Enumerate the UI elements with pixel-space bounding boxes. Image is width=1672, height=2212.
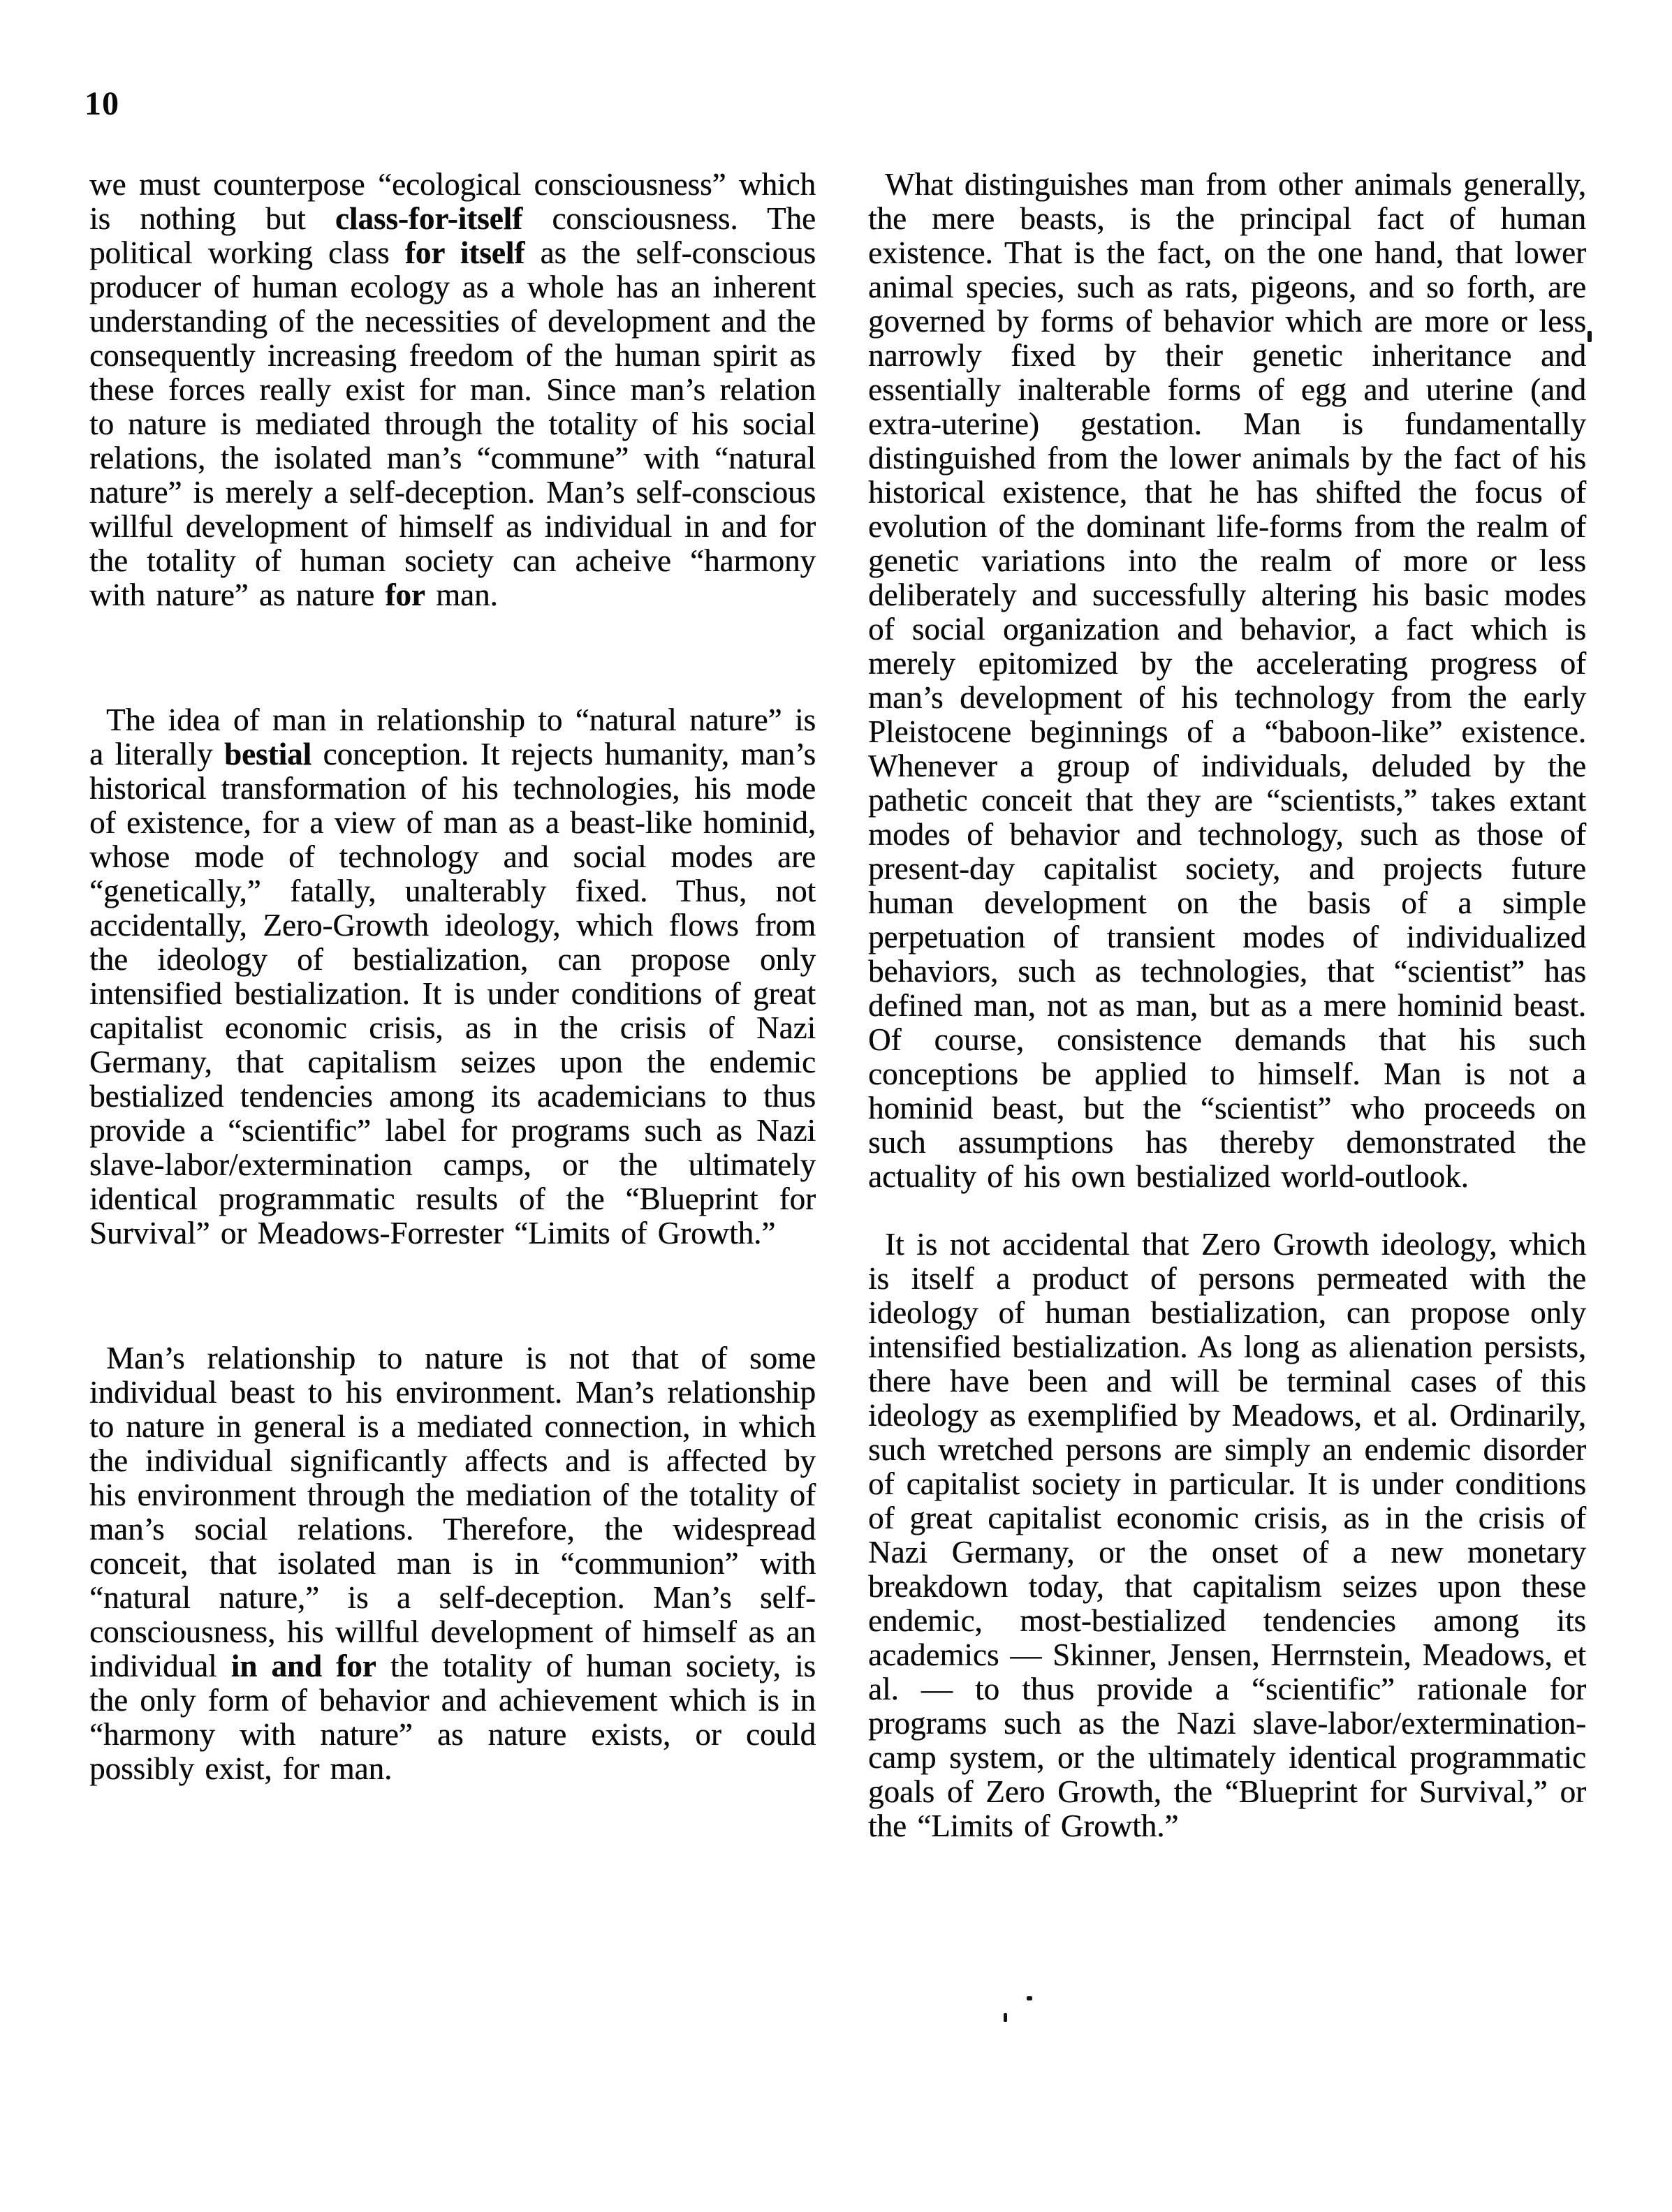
text-run: What distinguishes man from other animals generally, the mere beasts, is the principal fact of human existence. That is the fact, on the one hand, that lower animal species, such as rats, pigeons, and so forth, are governed by forms of behavior which are more or less narrowly fixed by their genetic inheritance and essentially inalterable forms of egg and uterine (and extra-uterine) gestation. Man is fundamentally distinguished from the lower animals by the fact of his historical existence, that he has shifted the focus of evolution of the dominant life-forms from the realm of genetic variations into the realm of more or less deliberately and successfully altering his basic modes of social organization and behavior, a fact which is merely epitomized by the accelerating progress of man’s development of his technology from the early Pleistocene beginnings of a “baboon-like” existence. Whenever a group of individuals, deluded by the pathetic conceit that they are “scientists,” takes extant modes of behavior and technology, such as those of present-day capitalist society, and projects future human development on the basis of a simple perpetuation of transient modes of individualized behaviors, such as technologies, that “scientist” has defined man, not as man, but as a mere hominid beast. Of course, consistence demands that his such conceptions be applied to himself. Man is not a hominid beast, but the “scientist” who proceeds on such assumptions has thereby demonstrated the actuality of his own bestialized world-outlook. xyxy=(868,167,1586,1194)
ink-speck xyxy=(1004,2013,1007,2022)
text-run: The idea of man in relationship to “natural nature” is a literally xyxy=(89,702,816,772)
text-run: Man’s relationship to nature is not that of some individual beast to his environment. Man’s relationship to nature in general is a mediated connection, in which the individual significantly affects and is affected by his environment through the mediation of the totality of man’s social relations. Therefore, the widespread conceit, that isolated man is in “communion” with “natural nature,” is a self-deception. Man’s self-consciousness, his willful development of himself as an individual xyxy=(89,1341,816,1683)
bold-text-run: in and for xyxy=(230,1649,376,1683)
bold-text-run: for itself xyxy=(404,235,525,270)
bold-text-run: for xyxy=(385,577,425,612)
text-run: we must counterpose “ecological consciousness” which is nothing but xyxy=(89,167,816,236)
paragraph xyxy=(89,703,816,1251)
text-run: as the self-conscious producer of human ecology as a whole has an inherent understanding of the necessities of development and the consequently increasing freedom of the human spirit as these forces really exist for man. Since man’s relation to nature is mediated through the totality of his social relations, the isolated man’s “commune” with “natural nature” is merely a self-deception. Man’s self-conscious willful development of himself as individual in and for the totality of human society can acheive “harmony with nature” as nature xyxy=(89,235,816,612)
paragraph xyxy=(868,168,1586,1194)
bold-text-run: bestial xyxy=(223,737,311,772)
page-number: 10 xyxy=(85,85,119,122)
ink-speck xyxy=(1587,331,1592,342)
paragraph xyxy=(868,1227,1586,1843)
paragraph xyxy=(89,1341,816,1786)
text-run: It is not accidental that Zero Growth ideology, which is itself a product of persons permeated with the ideology of human bestialization, can propose only intensified bestialization. As long as alienation persists, there have been and will be terminal cases of this ideology as exemplified by Meadows, et al. Ordinarily, such wretched persons are simply an endemic disorder of capitalist society in particular. It is under conditions of great capitalist economic crisis, as in the crisis of Nazi Germany, or the onset of a new monetary breakdown today, that capitalism seizes upon these endemic, most-bestialized tendencies among its academics — Skinner, Jensen, Herrnstein, Meadows, et al. — to thus provide a “scientific” rationale for programs such as the Nazi slave-labor/extermination-camp system, or the ultimately identical programmatic goals of Zero Growth, the “Blueprint for Survival,” or the “Limits of Growth.” xyxy=(868,1227,1586,1843)
text-run: man. xyxy=(425,577,498,612)
ink-speck xyxy=(1027,1996,1032,2000)
text-run: conception. It rejects humanity, man’s historical transformation of his technologies, his mode of existence, for a view of man as a beast-like hominid, whose mode of technology and social modes are “genetically,” fatally, unalterably fixed. Thus, not accidentally, Zero-Growth ideology, which flows from the ideology of bestialization, can propose only intensified bestialization. It is under conditions of great capitalist economic crisis, as in the crisis of Nazi Germany, that capitalism seizes upon the endemic bestialized tendencies among its academicians to thus provide a “scientific” label for programs such as Nazi slave-labor/extermination camps, or the ultimately identical programmatic results of the “Blueprint for Survival” or Meadows-Forrester “Limits of Growth.” xyxy=(89,737,816,1251)
paragraph xyxy=(89,168,816,612)
text-run: consciousness. The political working class xyxy=(89,201,816,270)
left-text-column xyxy=(89,168,816,1786)
text-run: the totality of human society, is the only form of behavior and achievement which is in “harmony with nature” as nature exists, or could possibly exist, for man. xyxy=(89,1649,816,1786)
bold-text-run: class-for-itself xyxy=(335,201,523,236)
right-text-column xyxy=(868,168,1586,1843)
